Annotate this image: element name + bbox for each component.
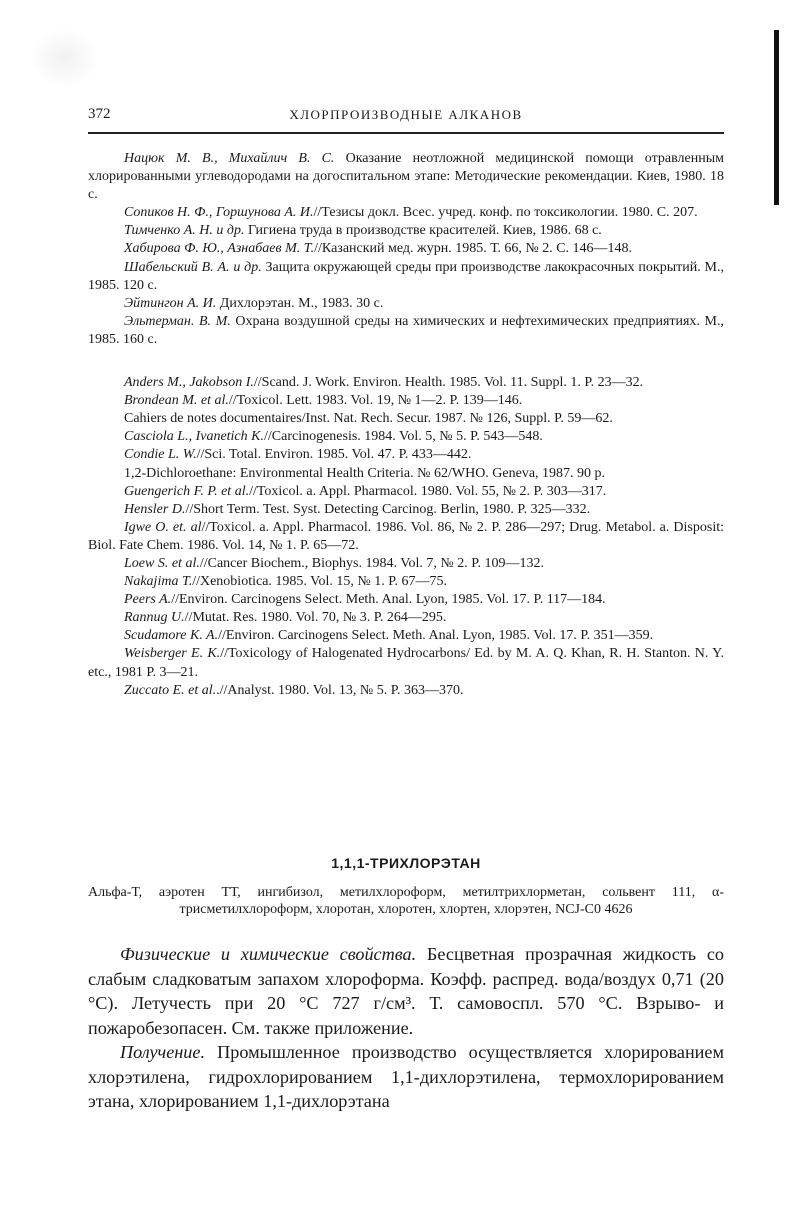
reference-text: //Казанский мед. журн. 1985. Т. 66, № 2. С. 146—148. <box>314 241 633 257</box>
reference-authors: Casciola L., Ivanetich K. <box>124 429 264 445</box>
reference-authors: Эльтерман. В. М. <box>124 313 231 329</box>
scan-smudge <box>30 28 100 88</box>
reference-authors: Сопиков Н. Ф., Горшунова А. И. <box>124 205 314 221</box>
reference-text: Оказание неотложной медицинской помощи отравленным хлорированными углеводородами на догоспитальном этапе: Методические рекомендации. Киев, 1980. 18 с. <box>88 151 724 203</box>
reference-item <box>88 519 724 555</box>
reference-item <box>88 483 724 501</box>
reference-authors: Guengerich F. P. et al. <box>124 483 250 499</box>
running-head <box>88 106 724 134</box>
reference-item <box>88 682 724 700</box>
synonyms-list: Альфа-Т, аэротен ТТ, ингибизол, метилхлороформ, метилтрихлорметан, сольвент 111, α-трисметилхлороформ, хлоротан, хлоротен, хлортен, хлорэтен, NCJ-C0 4626 <box>88 885 724 917</box>
reference-item <box>88 295 724 313</box>
reference-text: //Cancer Biochem., Biophys. 1984. Vol. 7, № 2. P. 109—132. <box>199 555 545 571</box>
paragraph-text: Бесцветная прозрачная жидкость со слабым сладковатым запахом хлороформа. Коэфф. распред. вода/воздух 0,71 (20 °С). Летучесть при 20 °С 727 г/см³. Т. самовоспл. 570 °С. Взрыво- и пожаробезопасен. См. также приложение. <box>88 944 724 1038</box>
reference-item <box>88 465 724 483</box>
reference-item <box>88 501 724 519</box>
reference-list <box>88 150 724 700</box>
reference-authors: Anders M., Jakobson I. <box>124 375 254 391</box>
reference-text: //Carcinogenesis. 1984. Vol. 5, № 5. P. 543—548. <box>264 429 543 445</box>
reference-text: //Short Term. Test. Syst. Detecting Carcinog. Berlin, 1980. P. 325—332. <box>185 501 591 517</box>
reference-text: //Environ. Carcinogens Select. Meth. Anal. Lyon, 1985. Vol. 17. P. 351—359. <box>218 628 654 644</box>
reference-authors: Loew S. et al. <box>124 555 200 571</box>
reference-item <box>88 627 724 645</box>
reference-item <box>88 259 724 295</box>
reference-text: //Toxicol. Lett. 1983. Vol. 19, № 1—2. P. 139—146. <box>228 393 523 409</box>
reference-text: //Environ. Carcinogens Select. Meth. Anal. Lyon, 1985. Vol. 17. P. 117—184. <box>171 592 606 608</box>
paragraph-text: Промышленное производство осуществляется хлорированием хлорэтилена, гидрохлорированием 1,1-дихлорэтилена, термохлорированием этана, хлорированием 1,1-дихлорэтана <box>88 1042 724 1111</box>
reference-item <box>88 591 724 609</box>
reference-item <box>88 609 724 627</box>
reference-item <box>88 446 724 464</box>
reference-item <box>88 573 724 591</box>
reference-authors: Brondean M. et al. <box>124 393 229 409</box>
reference-text: //Toxicol. a. Appl. Pharmacol. 1986. Vol. 86, № 2. P. 286—297; Drug. Metabol. a. Disposit: Biol. Fate Chem. 1986. Vol. 14, № 1. P. 65—72. <box>88 519 724 553</box>
reference-authors: Hensler D. <box>124 501 186 517</box>
reference-item <box>88 428 724 446</box>
reference-authors: Rannug U. <box>124 610 185 626</box>
reference-text: 1,2-Dichloroethane: Environmental Health Criteria. № 62/WHO. Geneva, 1987. 90 p. <box>124 465 606 481</box>
reference-text: Охрана воздушной среды на химических и нефтехимических предприятиях. М., 1985. 160 с. <box>88 313 724 347</box>
reference-item <box>88 150 724 204</box>
reference-text: //Sci. Total. Environ. 1985. Vol. 47. P. 433—442. <box>196 447 472 463</box>
reference-text: //Xenobiotica. 1985. Vol. 15, № 1. P. 67—75. <box>192 574 447 590</box>
reference-text: Гигиена труда в производстве красителей. Киев, 1986. 68 с. <box>244 223 602 239</box>
reference-authors: Нацюк М. В., Михайлич В. С. <box>124 151 335 166</box>
reference-item <box>88 392 724 410</box>
reference-item <box>88 374 724 392</box>
scan-edge-bar <box>774 30 779 205</box>
section-title: 1,1,1-ТРИХЛОРЭТАН <box>331 855 481 871</box>
reference-item <box>88 222 724 240</box>
running-title: ХЛОРПРОИЗВОДНЫЕ АЛКАНОВ <box>289 107 523 122</box>
reference-text: Cahiers de notes documentaires/Inst. Nat. Rech. Secur. 1987. № 126, Suppl. P. 59—62. <box>124 411 613 427</box>
reference-authors: Nakajima T. <box>124 574 193 590</box>
reference-text: Защита окружающей среды при производстве лакокрасочных покрытий. М., 1985. 120 с. <box>88 259 724 293</box>
reference-authors: Weisberger E. K. <box>124 646 221 662</box>
reference-authors: Igwe O. et. al <box>124 519 202 535</box>
reference-text: //Scand. J. Work. Environ. Health. 1985. Vol. 11. Suppl. 1. P. 23—32. <box>253 375 644 391</box>
reference-authors: Тимченко А. Н. и др. <box>124 223 245 239</box>
reference-authors: Scudamore K. A. <box>124 628 219 644</box>
reference-authors: Эйтингон А. И. <box>124 295 217 311</box>
reference-item <box>88 410 724 428</box>
page-number: 372 <box>88 106 111 122</box>
reference-item <box>88 204 724 222</box>
paragraph-properties <box>88 942 724 1040</box>
reference-item <box>88 555 724 573</box>
reference-item <box>88 645 724 681</box>
reference-text: .//Analyst. 1980. Vol. 13, № 5. P. 363—370. <box>216 682 464 698</box>
reference-item <box>88 313 724 349</box>
reference-item <box>88 240 724 258</box>
reference-text: //Toxicology of Halogenated Hydrocarbons/ Ed. by M. A. Q. Khan, R. H. Stanton. N. Y. etc., 1981 P. 3—21. <box>88 646 724 680</box>
paragraph-heading: Физические и химические свойства. <box>120 944 417 964</box>
body-text <box>88 942 724 1114</box>
reference-text: //Toxicol. a. Appl. Pharmacol. 1980. Vol. 55, № 2. P. 303—317. <box>249 483 607 499</box>
reference-authors: Condie L. W. <box>124 447 197 463</box>
reference-group-gap <box>88 349 724 374</box>
paragraph-heading: Получение. <box>120 1042 206 1062</box>
reference-authors: Хабирова Ф. Ю., Азнабаев М. Т. <box>124 241 315 257</box>
reference-text: //Тезисы докл. Всес. учред. конф. по токсикологии. 1980. С. 207. <box>313 205 698 221</box>
reference-text: Дихлорэтан. М., 1983. 30 с. <box>216 295 384 311</box>
reference-authors: Zuccato E. et al. <box>124 682 217 698</box>
paragraph-production <box>88 1040 724 1114</box>
reference-authors: Шабельский В. А. и др. <box>124 259 262 275</box>
reference-text: //Mutat. Res. 1980. Vol. 70, № 3. P. 264—295. <box>184 610 447 626</box>
reference-authors: Peers A. <box>124 592 172 608</box>
